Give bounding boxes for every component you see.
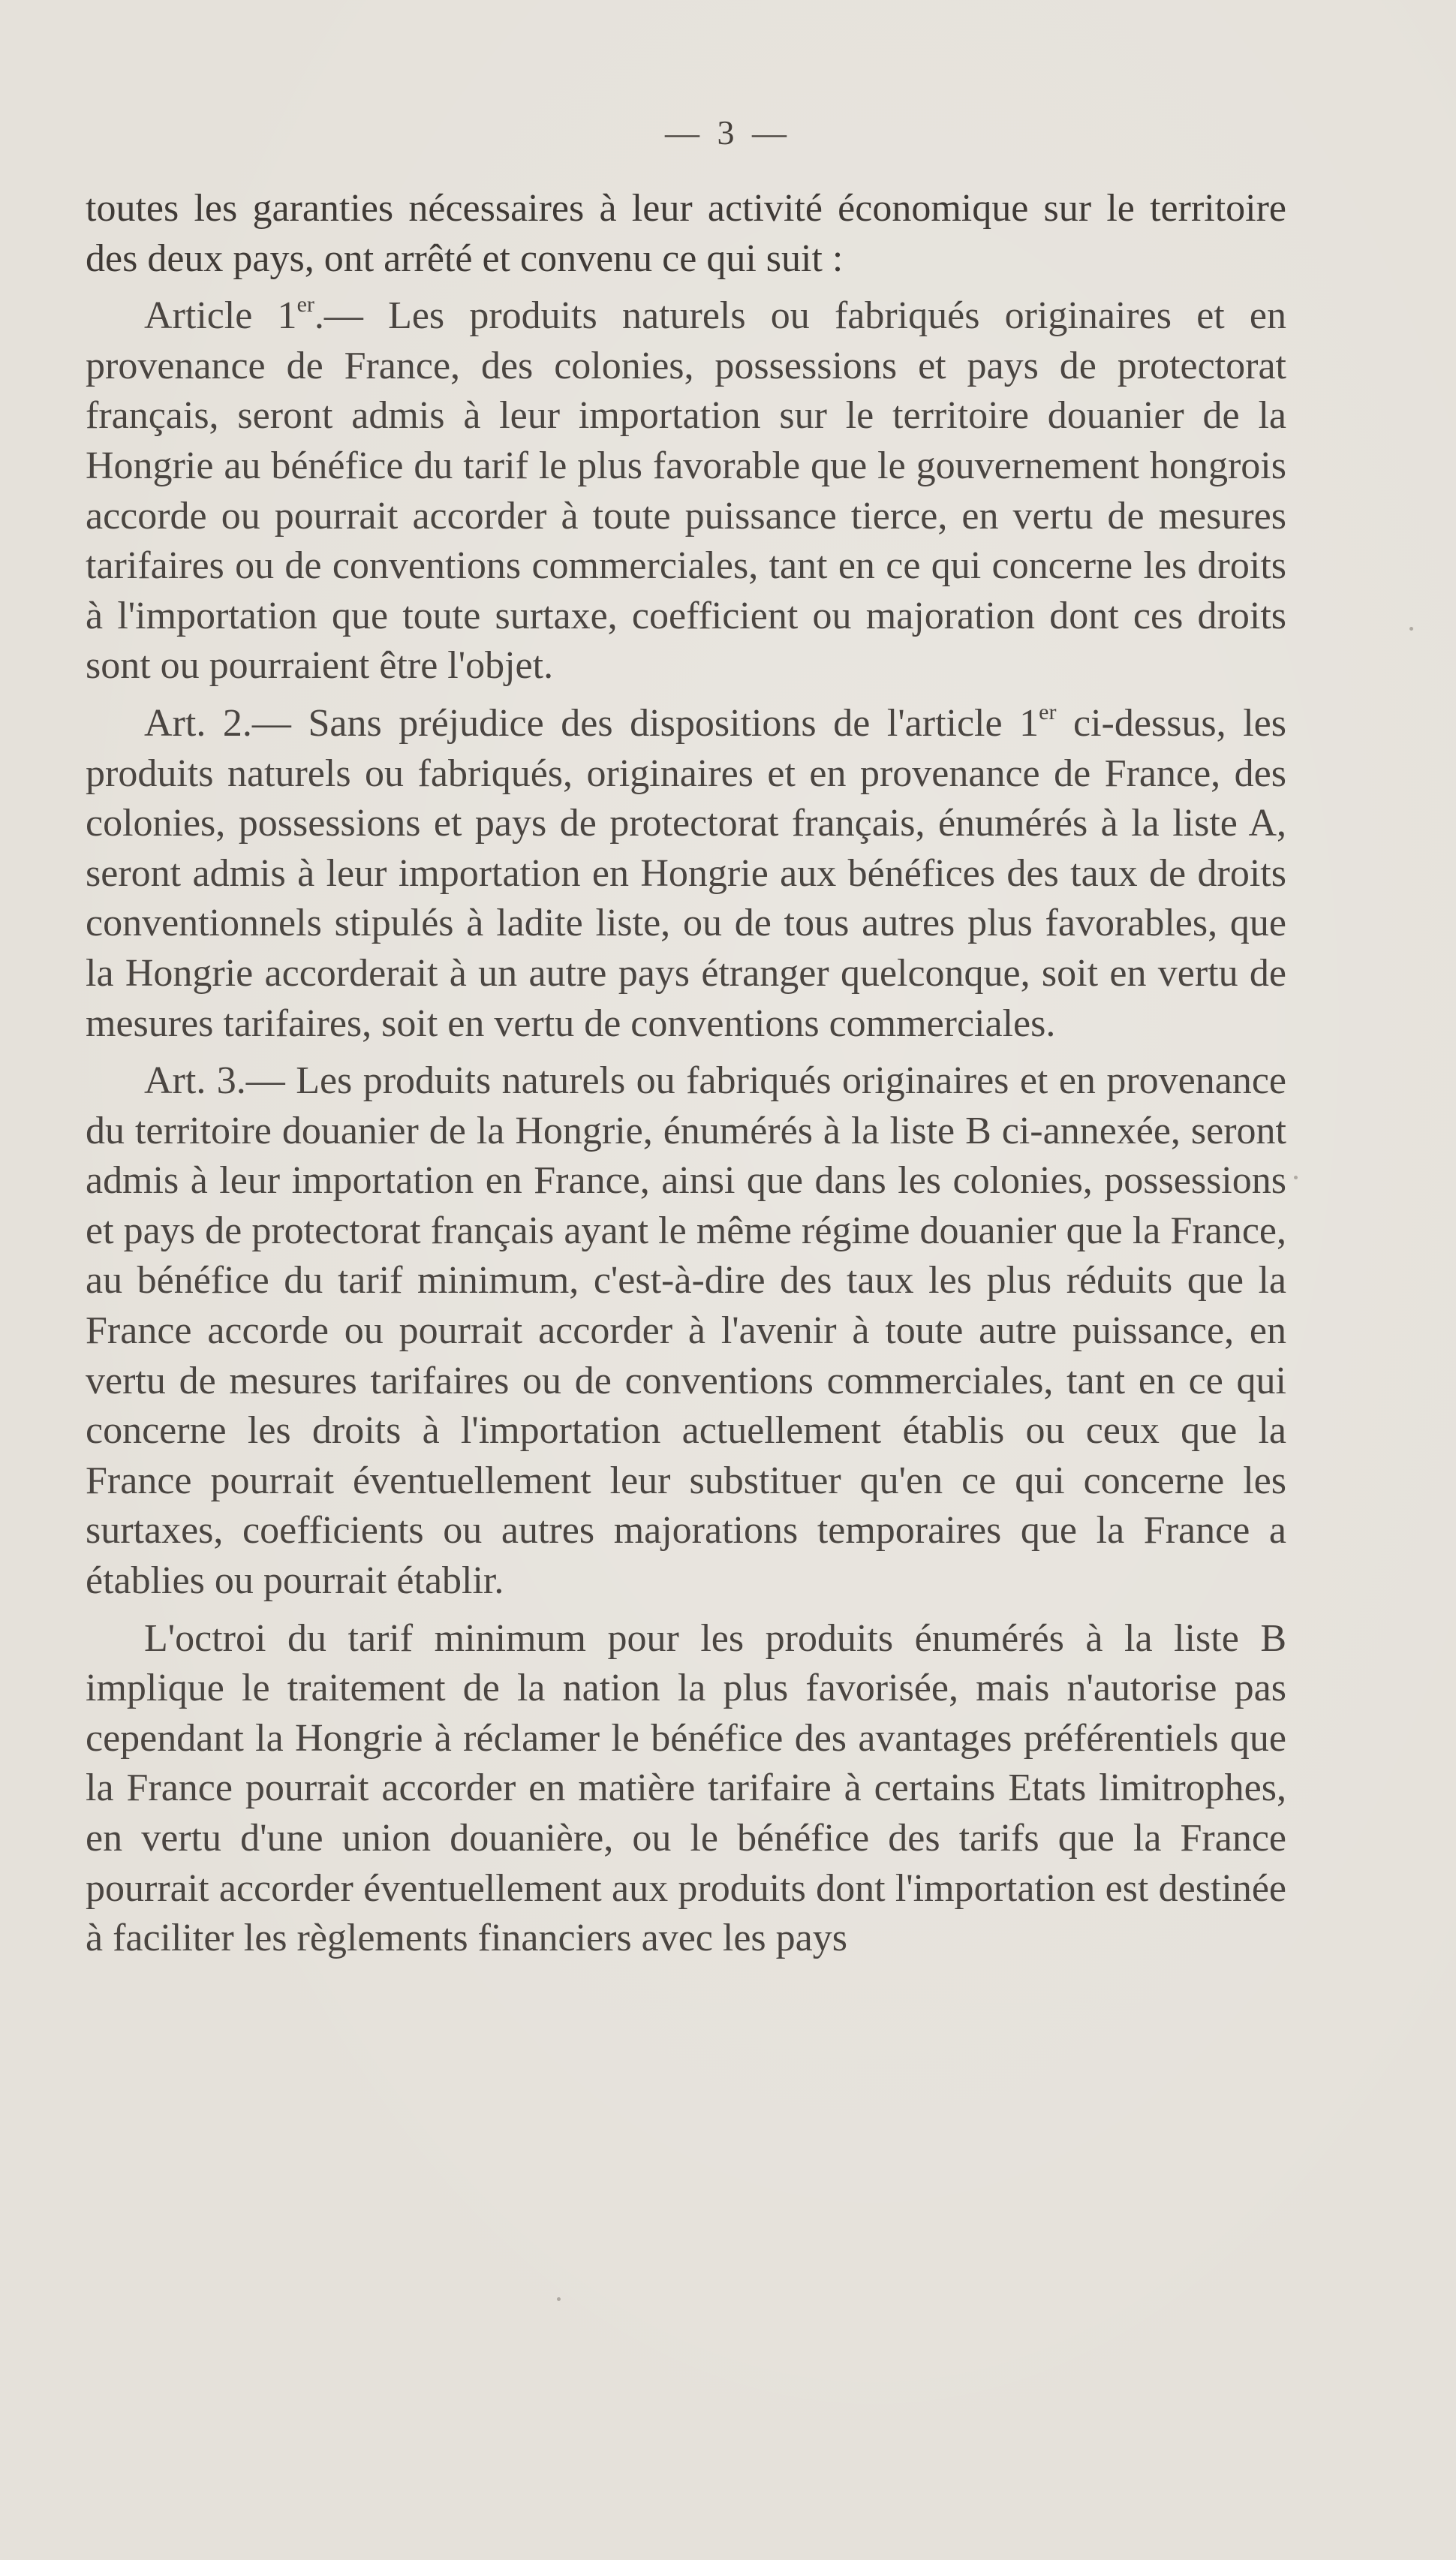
article-2 <box>86 699 1286 1049</box>
article-3-text: — Les produits naturels ou fabriqués originaires et en provenance du territoire douanier de la Hongrie, énumérés à la liste B ci-annexée, seront admis à leur importation en France, ainsi que dans les colonies, possessions et pays de protectorat français ayant le même régime douanier que la France, au bénéfice du tarif minimum, c'est-à-dire des taux les plus réduits que la France accorde ou pourrait accorder à l'avenir à toute autre puissance, en vertu de mesures tarifaires ou de conventions commerciales, tant en ce qui concerne les droits à l'importation actuellement établis ou ceux que la France pourrait éventuellement leur substituer qu'en ce qui concerne les surtaxes, coefficients ou autres majorations temporaires que la France a établies ou pourrait établir. <box>86 1059 1286 1603</box>
article-2-text-continued: ci-dessus, les produits naturels ou fabriqués, originaires et en provenance de France, des colonies, possessions et pays de protectorat français, énumérés à la liste A, seront admis à leur importation en Hongrie aux bénéfices des taux de droits conventionnels stipulés à ladite liste, ou de tous autres plus favorables, que la Hongrie accorderait à un autre pays étranger quelconque, soit en vertu de mesures tarifaires, soit en vertu de conventions commerciales. <box>86 701 1286 1045</box>
paragraph-minimum-tariff <box>86 1614 1286 1964</box>
article-2-superscript: er <box>1039 699 1057 724</box>
paper-speck <box>1294 1176 1298 1179</box>
article-1 <box>86 291 1286 691</box>
article-2-text: — Sans préjudice des dispositions de l'article 1 <box>251 701 1039 745</box>
article-3-heading: Art. 3. <box>144 1059 246 1103</box>
body-text <box>86 184 1286 1964</box>
article-1-superscript: er <box>296 292 314 318</box>
paragraph-text: toutes les garanties nécessaires à leur activité économique sur le territoire des deux pays, ont arrêté et convenu ce qui suit : <box>86 187 1286 280</box>
page-number: — 3 — <box>665 113 791 152</box>
article-1-heading: Article 1 <box>144 294 297 338</box>
article-3 <box>86 1056 1286 1607</box>
paper-speck <box>1409 627 1413 631</box>
paragraph-text: L'octroi du tarif minimum pour les produits énumérés à la liste B implique le traitement de la nation la plus favorisée, mais n'autorise pas cependant la Hongrie à réclamer le bénéfice des avantages préférentiels que la France pourrait accorder en matière tarifaire à certains Etats limitrophes, en vertu d'une union douanière, ou le bénéfice des tarifs que la France pourrait accorder éventuellement aux produits dont l'importation est destinée à faciliter les règlements financiers avec les pays <box>86 1616 1286 1960</box>
article-1-text: .— Les produits naturels ou fabriqués originaires et en provenance de France, des colonies, possessions et pays de protectorat français, seront admis à leur importation sur le territoire douanier de la Hongrie au bénéfice du tarif le plus favorable que le gouvernement hongrois accorde ou pourrait accorder à toute puissance tierce, en vertu de mesures tarifaires ou de conventions commerciales, tant en ce qui concerne les droits à l'importation que toute surtaxe, coefficient ou majoration dont ces droits sont ou pourraient être l'objet. <box>86 294 1286 688</box>
paper-speck <box>557 2297 561 2301</box>
paragraph-preamble-end <box>86 184 1286 284</box>
article-2-heading: Art. 2. <box>144 701 252 745</box>
